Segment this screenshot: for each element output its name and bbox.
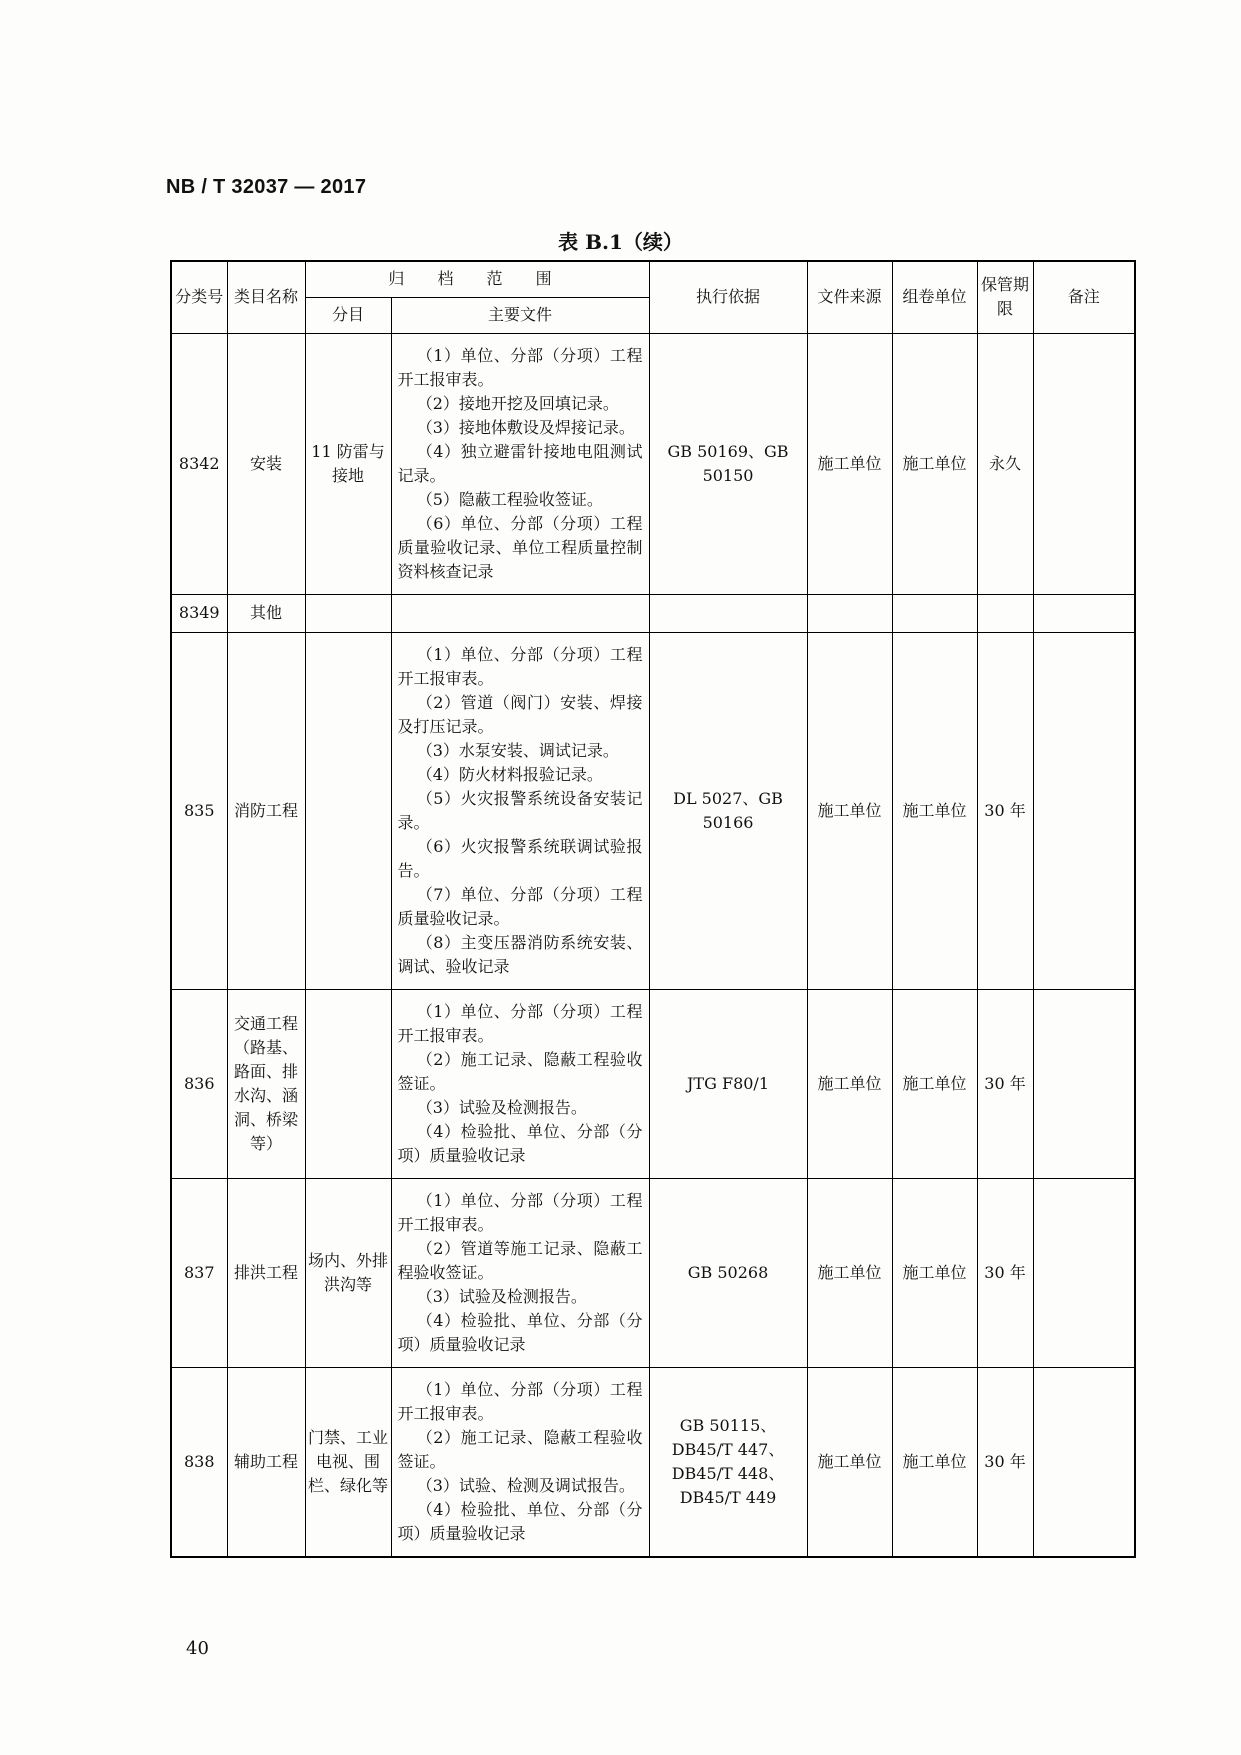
doc-item: （3）接地体敷设及焊接记录。	[416, 417, 635, 437]
doc-item: （5）隐蔽工程验收签证。	[416, 489, 603, 509]
cell-unit	[892, 594, 977, 632]
cell-period	[977, 594, 1033, 632]
cell-basis: JTG F80/1	[649, 989, 807, 1178]
cell-basis: GB 50268	[649, 1178, 807, 1367]
doc-item: （2）管道等施工记录、隐蔽工程验收签证。	[397, 1238, 643, 1282]
doc-item: （1）单位、分部（分项）工程开工报审表。	[397, 644, 643, 688]
cell-source: 施工单位	[807, 1178, 892, 1367]
col-docs-header: 主要文件	[391, 297, 649, 333]
doc-item: （4）独立避雷针接地电阻测试记录。	[397, 441, 643, 485]
cell-class-no: 838	[171, 1367, 227, 1557]
col-scope-header: 归 档 范 围	[305, 261, 649, 297]
cell-remark	[1033, 333, 1135, 594]
col-sub-header: 分目	[305, 297, 391, 333]
doc-item: （4）防火材料报验记录。	[416, 764, 603, 784]
cell-remark	[1033, 1367, 1135, 1557]
cell-source	[807, 594, 892, 632]
table-row	[171, 632, 1135, 989]
cell-category: 交通工程（路基、路面、排水沟、涵洞、桥梁等）	[227, 989, 305, 1178]
col-unit-header: 组卷单位	[892, 261, 977, 333]
cell-period: 30 年	[977, 989, 1033, 1178]
col-source-header: 文件来源	[807, 261, 892, 333]
cell-period: 30 年	[977, 632, 1033, 989]
cell-period: 30 年	[977, 1178, 1033, 1367]
doc-item: （1）单位、分部（分项）工程开工报审表。	[397, 345, 643, 389]
cell-docs	[391, 333, 649, 594]
cell-basis: DL 5027、GB 50166	[649, 632, 807, 989]
cell-class-no: 8342	[171, 333, 227, 594]
cell-sub: 场内、外排洪沟等	[305, 1178, 391, 1367]
cell-basis: GB 50169、GB 50150	[649, 333, 807, 594]
table-row	[171, 594, 1135, 632]
col-period-header: 保管期限	[977, 261, 1033, 333]
cell-docs	[391, 1367, 649, 1557]
cell-sub: 门禁、工业电视、围栏、绿化等	[305, 1367, 391, 1557]
cell-sub	[305, 632, 391, 989]
cell-remark	[1033, 1178, 1135, 1367]
cell-unit: 施工单位	[892, 989, 977, 1178]
doc-item: （3）试验及检测报告。	[416, 1286, 587, 1306]
doc-item: （4）检验批、单位、分部（分项）质量验收记录	[397, 1499, 643, 1543]
cell-unit: 施工单位	[892, 333, 977, 594]
doc-item: （1）单位、分部（分项）工程开工报审表。	[397, 1190, 643, 1234]
doc-item: （3）试验及检测报告。	[416, 1097, 587, 1117]
doc-item: （2）接地开挖及回填记录。	[416, 393, 619, 413]
cell-unit: 施工单位	[892, 632, 977, 989]
doc-item: （6）火灾报警系统联调试验报告。	[397, 836, 643, 880]
cell-class-no: 837	[171, 1178, 227, 1367]
cell-docs	[391, 1178, 649, 1367]
cell-sub	[305, 989, 391, 1178]
doc-item: （3）水泵安装、调试记录。	[416, 740, 619, 760]
doc-item: （4）检验批、单位、分部（分项）质量验收记录	[397, 1310, 643, 1354]
cell-class-no: 836	[171, 989, 227, 1178]
cell-unit: 施工单位	[892, 1178, 977, 1367]
cell-basis	[649, 594, 807, 632]
cell-source: 施工单位	[807, 989, 892, 1178]
table-title: 表 B.1（续）	[558, 230, 683, 254]
table-row	[171, 1178, 1135, 1367]
cell-source: 施工单位	[807, 333, 892, 594]
doc-item: （4）检验批、单位、分部（分项）质量验收记录	[397, 1121, 643, 1165]
cell-remark	[1033, 594, 1135, 632]
col-class-no-header: 分类号	[171, 261, 227, 333]
col-basis-header: 执行依据	[649, 261, 807, 333]
cell-sub: 11 防雷与接地	[305, 333, 391, 594]
cell-unit: 施工单位	[892, 1367, 977, 1557]
cell-period: 30 年	[977, 1367, 1033, 1557]
cell-docs	[391, 632, 649, 989]
archive-table	[170, 260, 1136, 1558]
doc-item: （2）施工记录、隐蔽工程验收签证。	[397, 1427, 643, 1471]
cell-basis: GB 50115、DB45/T 447、DB45/T 448、DB45/T 449	[649, 1367, 807, 1557]
standard-number: NB / T 32037 — 2017	[166, 176, 367, 198]
table-row	[171, 1367, 1135, 1557]
cell-remark	[1033, 632, 1135, 989]
doc-item: （2）管道（阀门）安装、焊接及打压记录。	[397, 692, 643, 736]
cell-source: 施工单位	[807, 1367, 892, 1557]
cell-class-no: 835	[171, 632, 227, 989]
doc-item: （3）试验、检测及调试报告。	[416, 1475, 635, 1495]
doc-item: （8）主变压器消防系统安装、调试、验收记录	[397, 932, 643, 976]
table-row	[171, 333, 1135, 594]
doc-item: （6）单位、分部（分项）工程质量验收记录、单位工程质量控制资料核查记录	[397, 513, 643, 581]
doc-item: （2）施工记录、隐蔽工程验收签证。	[397, 1049, 643, 1093]
table-row	[171, 989, 1135, 1178]
cell-source: 施工单位	[807, 632, 892, 989]
cell-remark	[1033, 989, 1135, 1178]
cell-category: 排洪工程	[227, 1178, 305, 1367]
cell-class-no: 8349	[171, 594, 227, 632]
header-row-1	[171, 261, 1135, 297]
cell-category: 其他	[227, 594, 305, 632]
doc-item: （1）单位、分部（分项）工程开工报审表。	[397, 1001, 643, 1045]
col-remark-header: 备注	[1033, 261, 1135, 333]
page-number: 40	[186, 1638, 209, 1659]
cell-docs	[391, 594, 649, 632]
cell-sub	[305, 594, 391, 632]
col-category-header: 类目名称	[227, 261, 305, 333]
doc-item: （5）火灾报警系统设备安装记录。	[397, 788, 643, 832]
doc-item: （1）单位、分部（分项）工程开工报审表。	[397, 1379, 643, 1423]
cell-category: 消防工程	[227, 632, 305, 989]
cell-docs	[391, 989, 649, 1178]
cell-period: 永久	[977, 333, 1033, 594]
doc-item: （7）单位、分部（分项）工程质量验收记录。	[397, 884, 643, 928]
cell-category: 辅助工程	[227, 1367, 305, 1557]
cell-category: 安装	[227, 333, 305, 594]
